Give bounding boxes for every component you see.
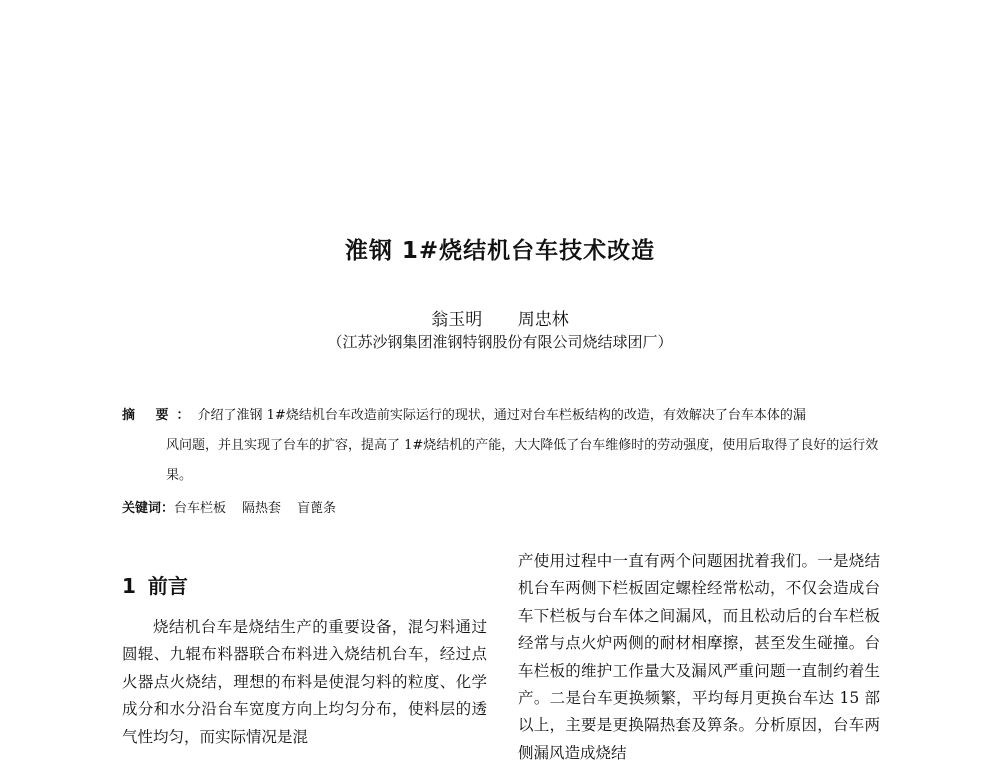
abstract-first-line [122,401,892,431]
section-title: 前言 [147,574,188,598]
section-heading [122,570,188,599]
keyword: 台车栏板 [174,501,227,516]
right-column [518,548,880,767]
abstract [122,401,892,491]
author-name: 翁玉明 [431,310,483,330]
keywords-label: 关键词： [122,501,175,516]
author-affiliation: （江苏沙钢集团淮钢特钢股份有限公司烧结球团厂） [327,333,673,351]
author-list [0,305,1000,330]
paper-title: 淮钢 1#烧结机台车技术改造 [344,238,656,264]
left-column [122,614,487,751]
keywords [122,497,352,521]
keyword: 隔热套 [242,501,282,516]
author-name: 周忠林 [517,310,569,330]
abstract-text-line1: 介绍了淮钢 1#烧结机台车改造前实际运行的现状，通过对台车栏板结构的改造，有效解决了台车本体的漏 [197,408,806,423]
section-number: 1 [122,574,136,598]
body-paragraph: 烧结机台车是烧结生产的重要设备，混匀料通过圆辊、九辊布料器联合布料进入烧结机台车，经过点火器点火烧结，理想的布料是使混匀料的粒度、化学成分和水分沿台车宽度方向上均匀分布，使料层的透气性均匀，而实际情况是混 [122,618,487,746]
abstract-text-rest: 风问题，并且实现了台车的扩容，提高了 1#烧结机的产能，大大降低了台车维修时的劳动强度，使用后取得了良好的运行效果。 [166,438,879,483]
body-paragraph: 产使用过程中一直有两个问题困扰着我们。一是烧结机台车两侧下栏板固定螺栓经常松动，不仅会造成台车下栏板与台车体之间漏风，而且松动后的台车栏板经常与点火炉两侧的耐材相摩擦，甚至发生碰撞。台车栏板的维护工作量大及漏风严重问题一直制约着生产。二是台车更换频繁，平均每月更换台车达 15 部以上，主要是更换隔热套及箅条。分析原因，台车两侧漏风造成烧结 [518,552,880,762]
abstract-label: 摘 要： [122,408,198,423]
keyword: 盲蓖条 [297,501,337,516]
